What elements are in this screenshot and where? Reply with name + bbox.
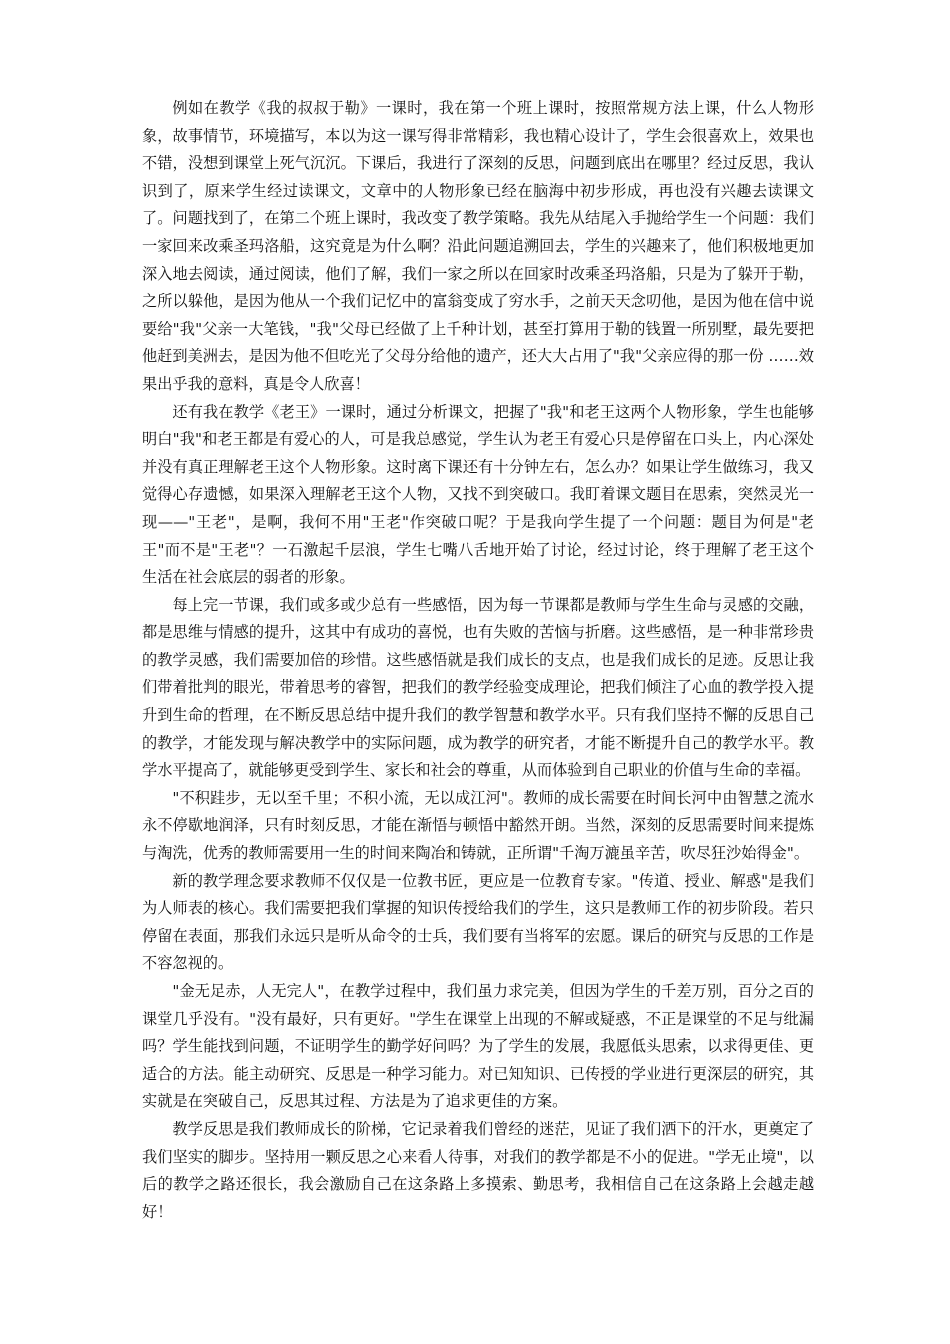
paragraph-laowang-lesson: 还有我在教学《老王》一课时，通过分析课文，把握了"我"和老王这两个人物形象，学生也能够明白"我"和老王都是有爱心的人，可是我总感觉，学生认为老王有爱心只是停留在口头上，内心深处并没有真正理解老王这个人物形象。这时离下课还有十分钟左右，怎么办？如果让学生做练习，我又觉得心存遗憾，如果深入理解老王这个人物，又找不到突破口。我盯着课文题目在思索，突然灵光一现——"王老"，是啊，我何不用"王老"作突破口呢？于是我向学生提了一个问题：题目为何是"老王"而不是"王老"？一石激起千层浪，学生七嘴八舌地开始了讨论，经过讨论，终于理解了老王这个生活在社会底层的弱者的形象。 [142, 402, 814, 587]
paragraph-growth-quote: "不积跬步，无以至千里；不积小流，无以成江河"。教师的成长需要在时间长河中由智慧之流水永不停歇地润泽，只有时刻反思，才能在渐悟与顿悟中豁然开朗。当然，深刻的反思需要时间来提炼与淘洗，优秀的教师需要用一生的时间来陶冶和铸就，正所谓"千淘万漉虽辛苦，吹尽狂沙始得金"。 [142, 788, 814, 863]
paragraph-yule-lesson: 例如在教学《我的叔叔于勒》一课时，我在第一个班上课时，按照常规方法上课，什么人物形象，故事情节，环境描写，本以为这一课写得非常精彩，我也精心设计了，学生会很喜欢上，效果也不错，没想到课堂上死气沉沉。下课后，我进行了深刻的反思，问题到底出在哪里？经过反思，我认识到了，原来学生经过读课文，文章中的人物形象已经在脑海中初步形成，再也没有兴趣去读课文了。问题找到了，在第二个班上课时，我改变了教学策略。我先从结尾入手抛给学生一个问题：我们一家回来改乘圣玛洛船，这究竟是为什么啊？沿此问题追溯回去，学生的兴趣来了，他们积极地更加深入地去阅读，通过阅读，他们了解，我们一家之所以在回家时改乘圣玛洛船，只是为了躲开于勒，之所以躲他，是因为他从一个我们记忆中的富翁变成了穷水手，之前天天念叨他，是因为他在信中说要给"我"父亲一大笔钱，"我"父母已经做了上千种计划，甚至打算用于勒的钱置一所别墅，最先要把他赶到美洲去，是因为他不但吃光了父母分给他的遗产，还大大占用了"我"父亲应得的那一份 ……效果出乎我的意料，真是令人欣喜！ [142, 99, 814, 393]
paragraph-imperfection: "金无足赤，人无完人"，在教学过程中，我们虽力求完美，但因为学生的千差万别，百分之百的课堂几乎没有。"没有最好，只有更好。"学生在课堂上出现的不解或疑惑，不正是课堂的不足与纰漏吗？学生能找到问题，不证明学生的勤学好问吗？为了学生的发展，我愿低头思索，以求得更佳、更适合的方法。能主动研究、反思是一种学习能力。对已知知识、已传授的学业进行更深层的研究，其实就是在突破自己，反思其过程、方法是为了追求更佳的方案。 [142, 982, 814, 1111]
document-body [142, 95, 814, 1226]
paragraph-teaching-philosophy: 新的教学理念要求教师不仅仅是一位教书匠，更应是一位教育专家。"传道、授业、解惑"是我们为人师表的核心。我们需要把我们掌握的知识传授给我们的学生，这只是教师工作的初步阶段。若只停留在表面，那我们永远只是听从命令的士兵，我们要有当将军的宏愿。课后的研究与反思的工作是不容忽视的。 [142, 871, 814, 973]
paragraph-reflection-value: 每上完一节课，我们或多或少总有一些感悟，因为每一节课都是教师与学生生命与灵感的交融，都是思维与情感的提升，这其中有成功的喜悦，也有失败的苦恼与折磨。这些感悟，是一种非常珍贵的教学灵感，我们需要加倍的珍惜。这些感悟就是我们成长的支点，也是我们成长的足迹。反思让我们带着批判的眼光，带着思考的睿智，把我们的教学经验变成理论，把我们倾注了心血的教学投入提升到生命的哲理，在不断反思总结中提升我们的教学智慧和教学水平。只有我们坚持不懈的反思自己的教学，才能发现与解决教学中的实际问题，成为教学的研究者，才能不断提升自己的教学水平。教学水平提高了，就能够更受到学生、家长和社会的尊重，从而体验到自己职业的价值与生命的幸福。 [142, 595, 814, 780]
paragraph-conclusion: 教学反思是我们教师成长的阶梯，它记录着我们曾经的迷茫，见证了我们洒下的汗水，更奠定了我们坚实的脚步。坚持用一颗反思之心来看人待事，对我们的教学都是不小的促进。"学无止境"，以后的教学之路还很长，我会激励自己在这条路上多摸索、勤思考，我相信自己在这条路上会越走越好！ [142, 1119, 814, 1221]
